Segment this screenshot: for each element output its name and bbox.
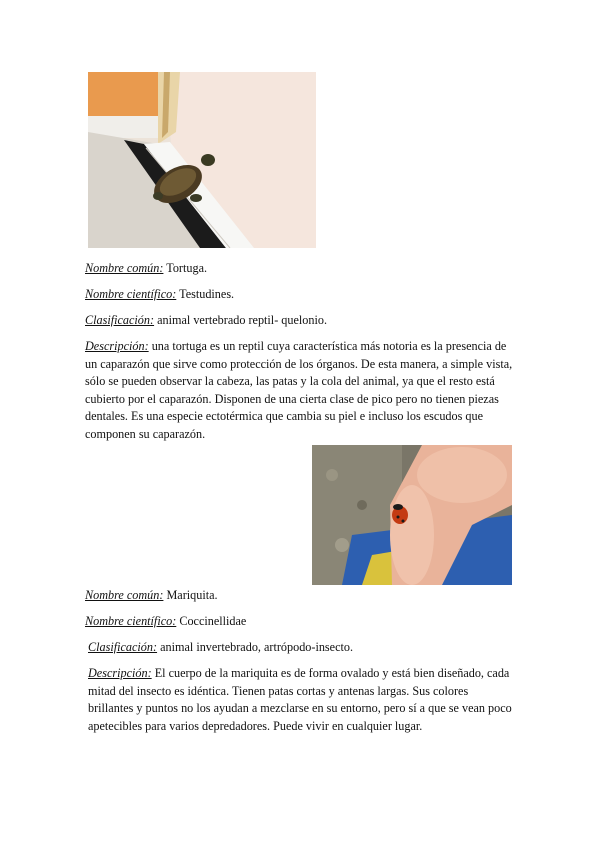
turtle-description-label: Descripción: [85,339,149,353]
ladybug-description-label: Descripción: [88,666,152,680]
ladybug-description [88,665,516,735]
ladybug-photo [312,445,512,585]
ladybug-common-name [85,587,513,605]
ladybug-description-value: El cuerpo de la mariquita es de forma ovalado y está bien diseñado, cada mitad del insecto es idéntica. Tienen patas cortas y antenas largas. Sus colores brillantes y puntos no los ayudan a mezclarse en su entorno, pero sí a que se vean poco apetecibles para varios depredadores. Puede vivir en cualquier lugar. [88,666,512,733]
turtle-classification-value: animal vertebrado reptil- quelonio. [154,313,327,327]
turtle-scientific-name-value: Testudines. [176,287,235,301]
ladybug-scientific-name [85,613,513,631]
ladybug-scientific-name-value: Coccinellidae [176,614,247,628]
turtle-common-name [85,260,513,278]
turtle-scientific-name-label: Nombre científico: [85,287,177,301]
turtle-scientific-name [85,286,513,304]
turtle-classification [85,312,513,330]
ladybug-classification-label: Clasificación: [88,640,158,654]
ladybug-common-name-value: Mariquita. [163,588,218,602]
ladybug-common-name-label: Nombre común: [85,588,164,602]
turtle-common-name-value: Tortuga. [163,261,208,275]
ladybug-scientific-name-label: Nombre científico: [85,614,177,628]
ladybug-classification-value: animal invertebrado, artrópodo-insecto. [157,640,354,654]
turtle-description-value: una tortuga es un reptil cuya característica más notoria es la presencia de un caparazón que sirve como protección de los órganos. De esta manera, a simple vista, sólo se pueden observar la cabeza, las patas y la cola del animal, ya que el resto está cubierto por el caparazón. Disponen de una cierta clase de pico pero no tienen piezas dentales. Es una especie ectotérmica que cambia su piel e incluso los escudos que componen su caparazón. [85,339,513,441]
ladybug-classification [88,639,516,657]
ladybug-photo-graphic [312,445,512,585]
turtle-common-name-label: Nombre común: [85,261,164,275]
turtle-photo-graphic [88,72,316,248]
turtle-classification-label: Clasificación: [85,313,155,327]
turtle-photo [88,72,316,248]
turtle-description [85,338,513,444]
